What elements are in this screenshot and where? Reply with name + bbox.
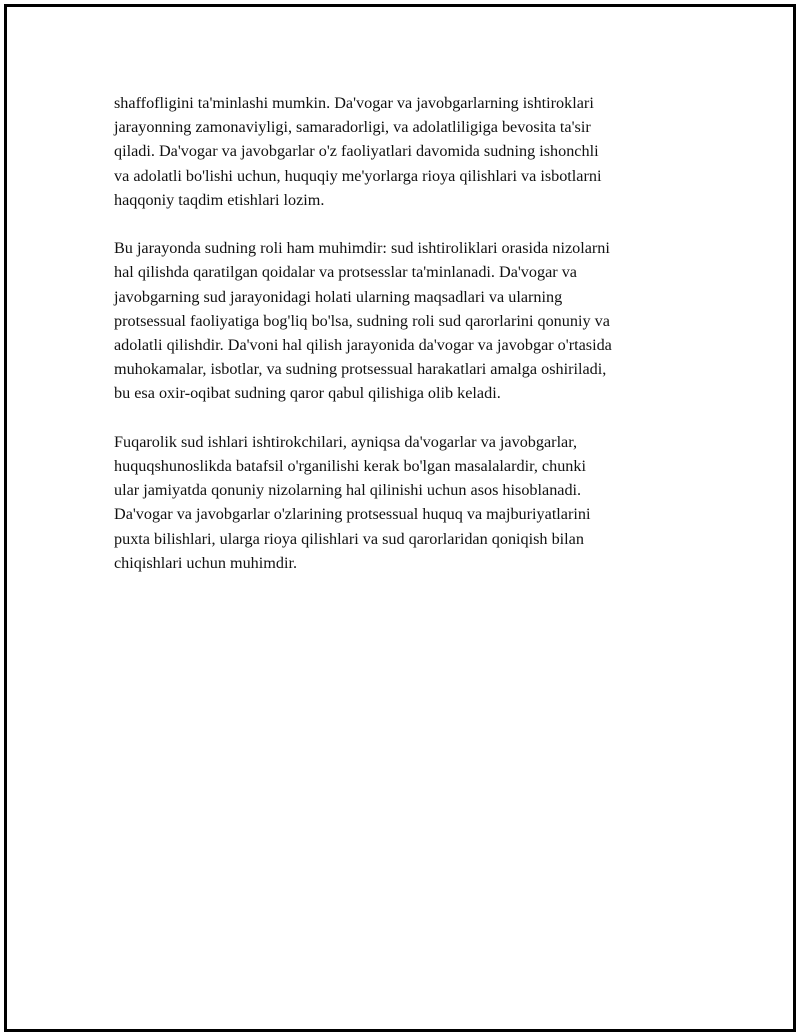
text-line: Da'vogar va javobgarlar o'zlarining protsessual huquq va majburiyatlarini	[114, 505, 591, 524]
paragraph-2	[114, 236, 694, 405]
text-line: puxta bilishlari, ularga rioya qilishlari va sud qarorlaridan qoniqish bilan	[114, 529, 584, 548]
paragraph-3	[114, 430, 694, 575]
text-line: protsessual faoliyatiga bog'liq bo'lsa, sudning roli sud qarorlarini qonuniy va	[114, 311, 610, 330]
text-line: Fuqarolik sud ishlari ishtirokchilari, ayniqsa da'vogarlar va javobgarlar,	[114, 432, 578, 451]
text-line: jarayonning zamonaviyligi, samaradorligi, va adolatliligiga bevosita ta'sir	[114, 118, 591, 137]
text-line: adolatli qilishdir. Da'voni hal qilish jarayonida da'vogar va javobgar o'rtasida	[114, 336, 612, 355]
text-line: huquqshunoslikda batafsil o'rganilishi kerak bo'lgan masalalardir, chunki	[114, 457, 586, 476]
text-line: ular jamiyatda qonuniy nizolarning hal qilinishi uchun asos hisoblanadi.	[114, 481, 582, 500]
text-line: Bu jarayonda sudning roli ham muhimdir: sud ishtiroliklari orasida nizolarni	[114, 239, 610, 258]
text-line: bu esa oxir-oqibat sudning qaror qabul qilishiga olib keladi.	[114, 384, 501, 403]
text-line: va adolatli bo'lishi uchun, huquqiy me'yorlarga rioya qilishlari va isbotlarni	[114, 166, 602, 185]
text-line: hal qilishda qaratilgan qoidalar va protsesslar ta'minlanadi. Da'vogar va	[114, 263, 577, 282]
text-line: haqqoniy taqdim etishlari lozim.	[114, 190, 325, 209]
text-line: shaffofligini ta'minlashi mumkin. Da'vogar va javobgarlarning ishtiroklari	[114, 94, 594, 112]
text-line: chiqishlari uchun muhimdir.	[114, 553, 297, 572]
text-line: muhokamalar, isbotlar, va sudning protsessual harakatlari amalga oshiriladi,	[114, 360, 607, 379]
text-line: qiladi. Da'vogar va javobgarlar o'z faoliyatlari davomida sudning ishonchli	[114, 142, 599, 161]
paragraph-1	[114, 91, 694, 212]
text-line: javobgarning sud jarayonidagi holati ularning maqsadlari va ularning	[114, 287, 563, 306]
document-body	[114, 91, 694, 599]
